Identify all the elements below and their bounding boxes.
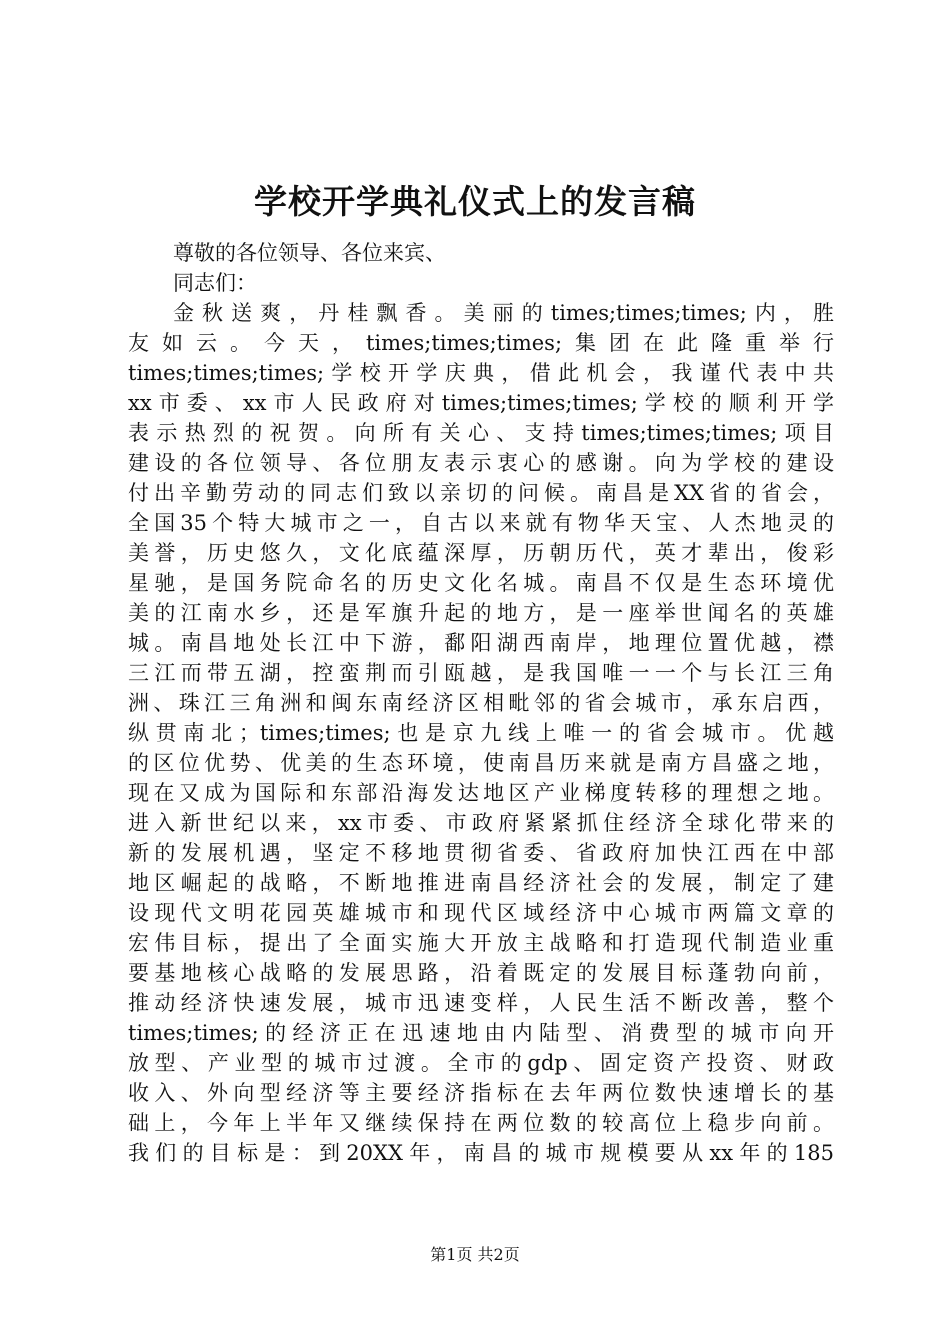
paragraph-line: 表示热烈的祝贺。向所有关心、支持times;times;times;项目: [128, 421, 834, 445]
paragraph-line: times;times;的经济正在迅速地由内陆型、消费型的城市向开: [128, 1021, 834, 1045]
paragraph-line: 我们的目标是：到20XX年，南昌的城市规模要从xx年的185: [128, 1141, 834, 1165]
paragraph-line: 金秋送爽，丹桂飘香。美丽的times;times;times;内，胜: [173, 301, 834, 325]
paragraph-line: 地区崛起的战略，不断地推进南昌经济社会的发展，制定了建: [128, 871, 834, 895]
paragraph-line: 放型、产业型的城市过渡。全市的gdp、固定资产投资、财政: [128, 1051, 834, 1075]
paragraph-line: 要基地核心战略的发展思路，沿着既定的发展目标蓬勃向前，: [128, 961, 834, 985]
paragraph-line: 付出辛勤劳动的同志们致以亲切的问候。南昌是XX省的省会，: [128, 481, 834, 505]
page-number-footer: 第1页 共2页: [430, 1245, 520, 1264]
paragraph-line: times;times;times;学校开学庆典，借此机会，我谨代表中共: [128, 361, 834, 385]
paragraph-line: 进入新世纪以来，xx市委、市政府紧紧抓住经济全球化带来的: [128, 811, 834, 835]
paragraph-line: 推动经济快速发展，城市迅速变样，人民生活不断改善，整个: [128, 991, 834, 1015]
paragraph-line: xx市委、xx市人民政府对times;times;times;学校的顺利开学: [128, 391, 834, 415]
paragraph-line: 友如云。今天，times;times;times;集团在此隆重举行: [128, 331, 834, 355]
paragraph-line: 美的江南水乡，还是军旗升起的地方，是一座举世闻名的英雄: [128, 601, 834, 625]
document-title: 学校开学典礼仪式上的发言稿: [254, 182, 696, 221]
paragraph-line: 全国35个特大城市之一，自古以来就有物华天宝、人杰地灵的: [128, 511, 834, 535]
paragraph-line: 建设的各位领导、各位朋友表示衷心的感谢。向为学校的建设: [128, 451, 834, 475]
paragraph-line: 新的发展机遇，坚定不移地贯彻省委、省政府加快江西在中部: [128, 841, 834, 865]
paragraph-line: 纵贯南北；times;times;也是京九线上唯一的省会城市。优越: [128, 721, 834, 745]
paragraph-line: 宏伟目标，提出了全面实施大开放主战略和打造现代制造业重: [128, 931, 834, 955]
paragraph-line: 的区位优势、优美的生态环境，使南昌历来就是南方昌盛之地，: [128, 751, 834, 775]
salutation-line: 同志们：: [173, 271, 257, 295]
paragraph-line: 三江而带五湖，控蛮荆而引瓯越，是我国唯一一个与长江三角: [128, 661, 834, 685]
document-body: [128, 238, 834, 1168]
paragraph-line: 洲、珠江三角洲和闽东南经济区相毗邻的省会城市，承东启西，: [128, 691, 834, 715]
paragraph-line: 星驰，是国务院命名的历史文化名城。南昌不仅是生态环境优: [128, 571, 834, 595]
paragraph-line: 收入、外向型经济等主要经济指标在去年两位数快速增长的基: [128, 1081, 834, 1105]
paragraph-line: 础上，今年上半年又继续保持在两位数的较高位上稳步向前。: [128, 1111, 834, 1135]
paragraph-line: 城。南昌地处长江中下游，鄱阳湖西南岸，地理位置优越，襟: [128, 631, 834, 655]
salutation-line: 尊敬的各位领导、各位来宾、: [173, 241, 446, 265]
paragraph-line: 设现代文明花园英雄城市和现代区域经济中心城市两篇文章的: [128, 901, 834, 925]
paragraph-line: 现在又成为国际和东部沿海发达地区产业梯度转移的理想之地。: [128, 781, 834, 805]
paragraph-line: 美誉，历史悠久，文化底蕴深厚，历朝历代，英才辈出，俊彩: [128, 541, 834, 565]
